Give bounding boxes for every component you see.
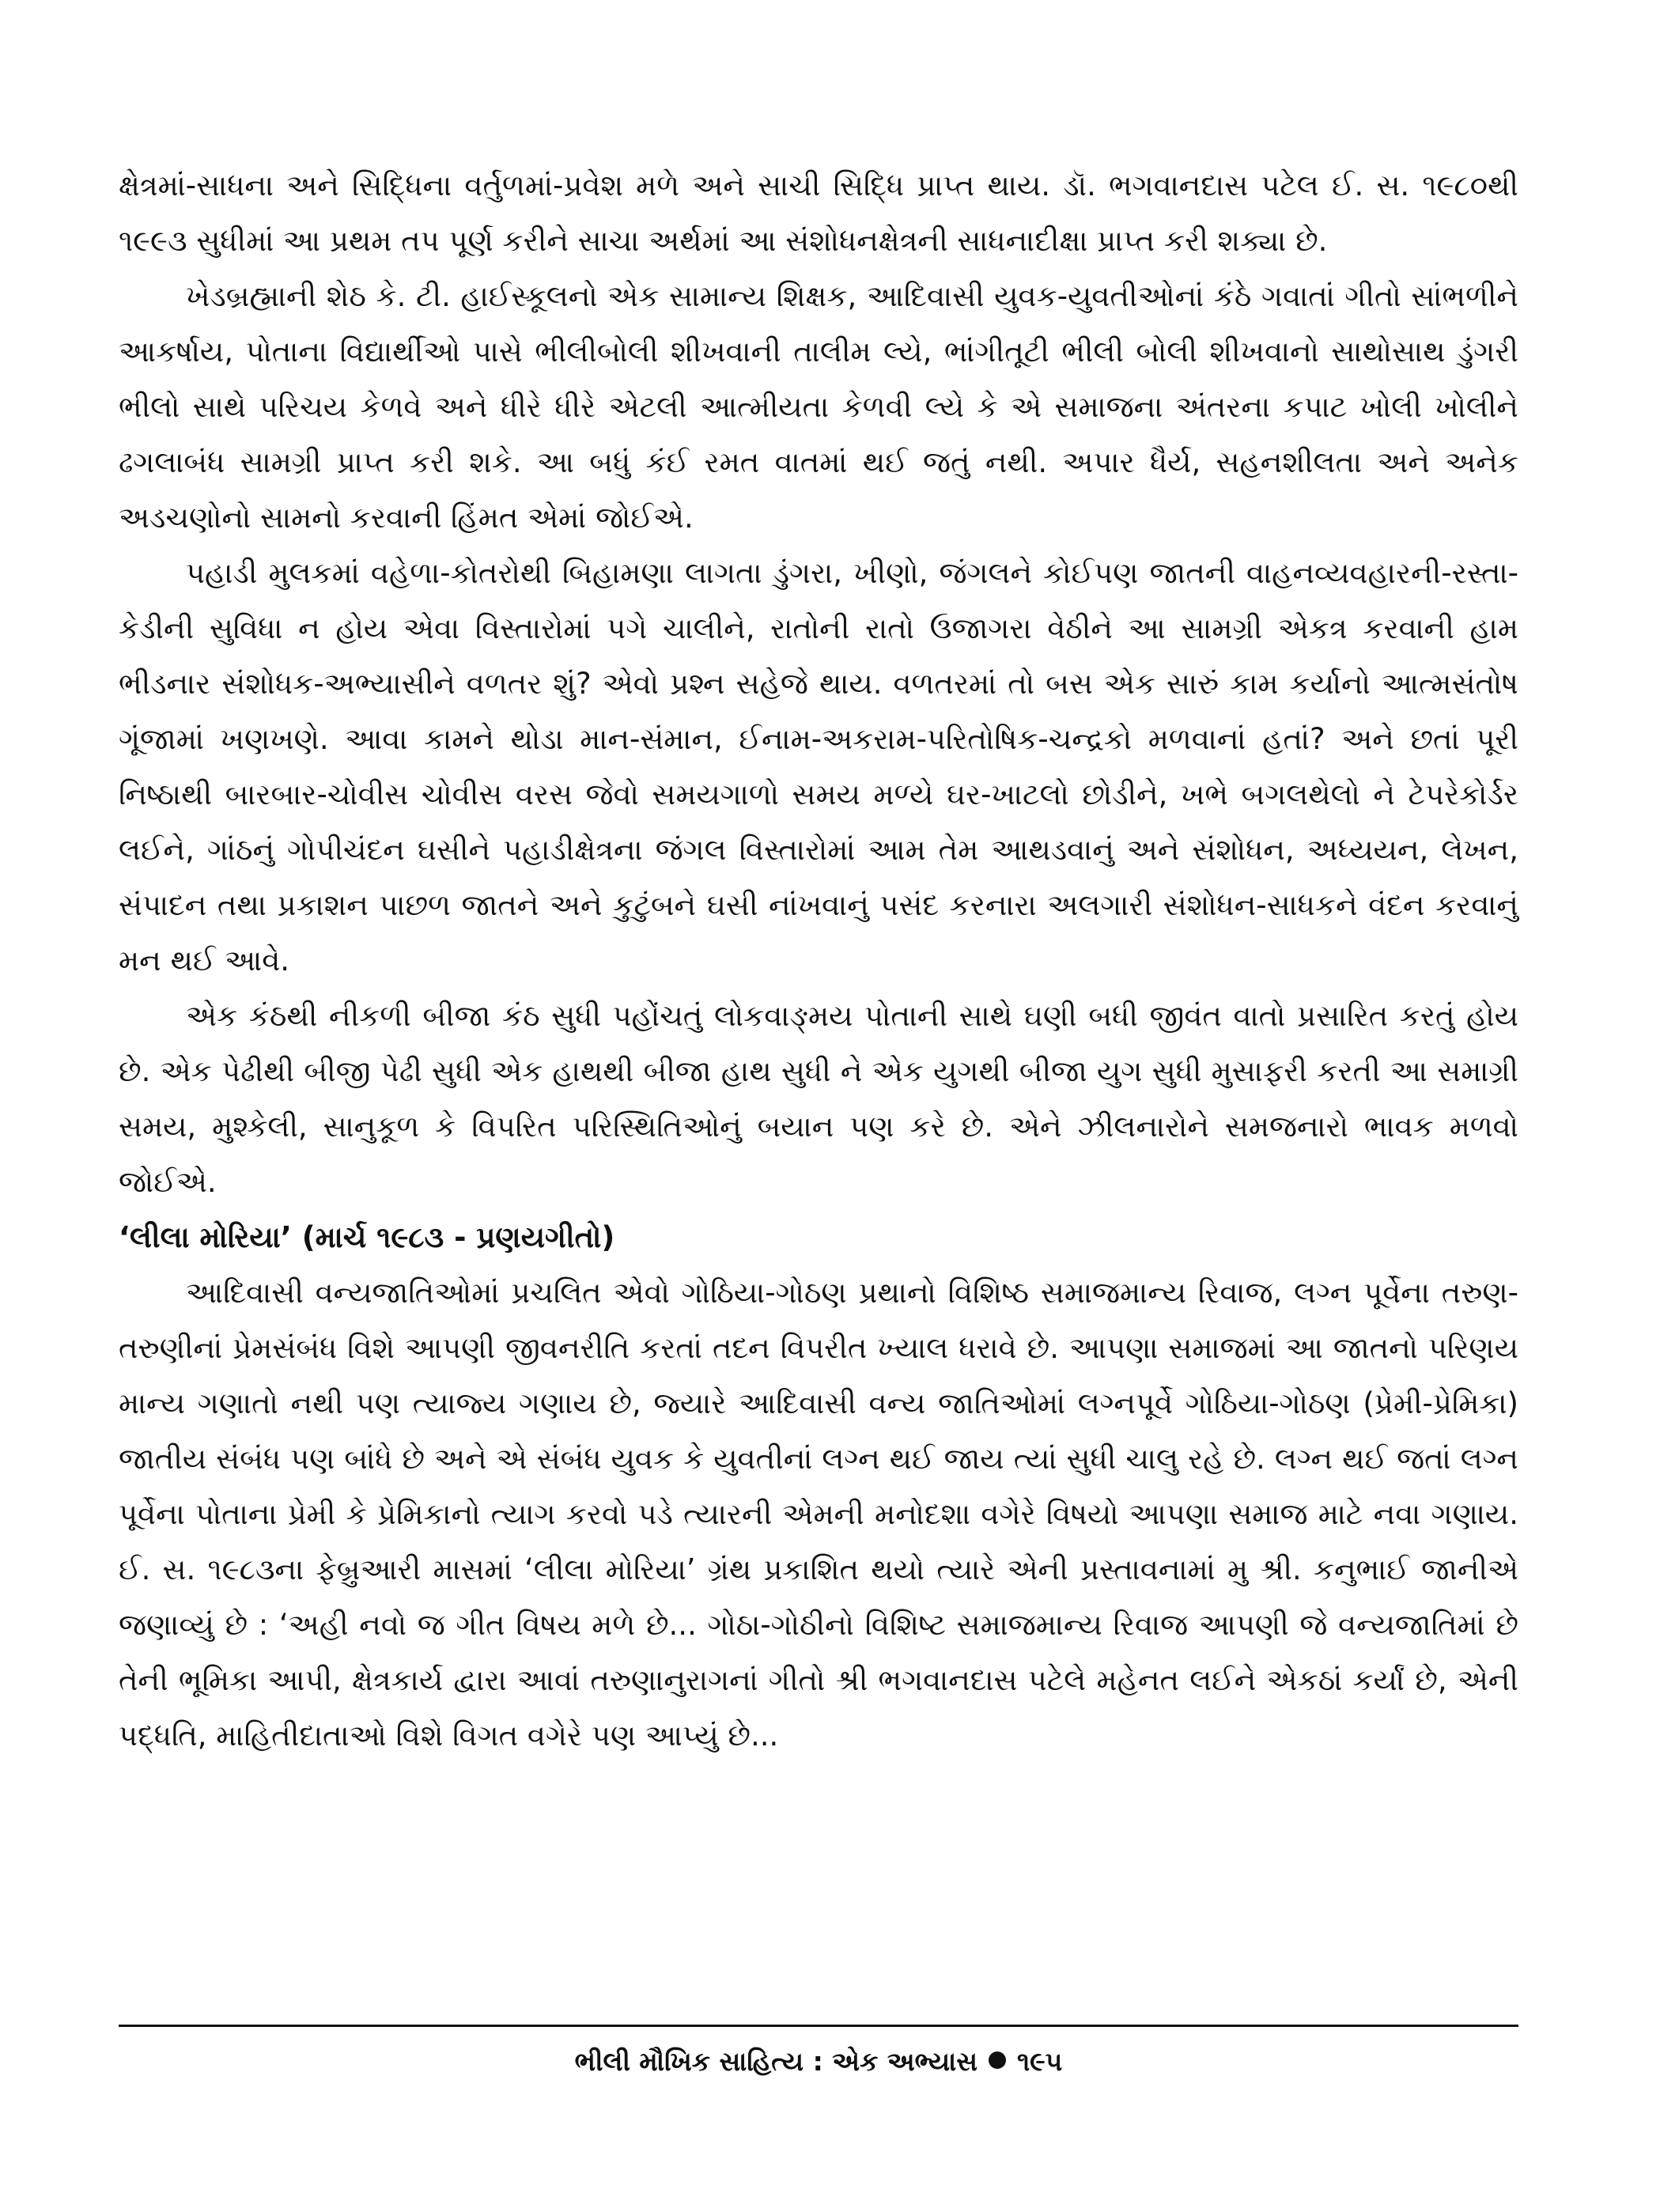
paragraph-1: ક્ષેત્રમાં-સાધના અને સિદ્ધિના વર્તુળમાં-પ્રવેશ મળે અને સાચી સિદ્ધિ પ્રાપ્ત થાય. ડૉ. ભગવાનદાસ પટેલ ઈ. સ. ૧૯૮૦થી ૧૯૯૩ સુધીમાં આ પ્રથમ તપ પૂર્ણ કરીને સાચા અર્થમાં આ સંશોધનક્ષેત્રની સાધનાદીક્ષા પ્રાપ્ત કરી શક્યા છે. bbox=[119, 168, 1518, 258]
paragraph-2: ખેડબ્રહ્માની શેઠ કે. ટી. હાઈસ્કૂલનો એક સામાન્ય શિક્ષક, આદિવાસી યુવક-યુવતીઓનાં કંઠે ગવાતાં ગીતો સાંભળીને આકર્ષાય, પોતાના વિદ્યાર્થીઓ પાસે ભીલીબોલી શીખવાની તાલીમ લ્યે, ભાંગીતૂટી ભીલી બોલી શીખવાનો સાથોસાથ ડુંગરી ભીલો સાથે પરિચય કેળવે અને ધીરે ધીરે એટલી આત્મીયતા કેળવી લ્યે કે એ સમાજના અંતરના કપાટ ખોલી ખોલીને ઢગલાબંધ સામગ્રી પ્રાપ્ત કરી શકે. આ બધું કંઈ રમત વાતમાં થઈ જતું નથી. અપાર ધૈર્ય, સહનશીલતા અને અનેક અડચણોનો સામનો કરવાની હિંમત એમાં જોઈએ. bbox=[119, 279, 1518, 535]
footer-divider bbox=[119, 2025, 1518, 2027]
paragraph-3: પહાડી મુલકમાં વહેળા-કોતરોથી બિહામણા લાગતા ડુંગરા, ખીણો, જંગલને કોઈપણ જાતની વાહનવ્યવહારની-રસ્તા-કેડીની સુવિધા ન હોય એવા વિસ્તારોમાં પગે ચાલીને, રાતોની રાતો ઉજાગરા વેઠીને આ સામગ્રી એકત્ર કરવાની હામ ભીડનાર સંશોધક-અભ્યાસીને વળતર શું? એવો પ્રશ્ન સહેજે થાય. વળતરમાં તો બસ એક સારું કામ કર્યાનો આત્મસંતોષ ગૂંજામાં ખણખણે. આવા કામને થોડા માન-સંમાન, ઈનામ-અકરામ-પરિતોષિક-ચન્દ્રકો મળવાનાં હતાં? અને છતાં પૂરી નિષ્ઠાથી બારબાર-ચોવીસ ચોવીસ વરસ જેવો સમયગાળો સમય મળ્યે ઘર-ખાટલો છોડીને, ખભે બગલથેલો ને ટેપરેકોર્ડર લઈને, ગાંઠનું ગોપીચંદન ઘસીને પહાડીક્ષેત્રના જંગલ વિસ્તારોમાં આમ તેમ આથડવાનું અને સંશોધન, અધ્યયન, લેખન, સંપાદન તથા પ્રકાશન પાછળ જાતને અને કુટુંબને ઘસી નાંખવાનું પસંદ કરનારા અલગારી સંશોધન-સાધકને વંદન કરવાનું મન થઈ આવે. bbox=[119, 556, 1518, 977]
page-body bbox=[119, 158, 1518, 1764]
bullet-icon bbox=[989, 2051, 1006, 2069]
page-footer bbox=[119, 2042, 1518, 2082]
footer-title: ભીલી મૌખિક સાહિત્ય : એક અભ્યાસ bbox=[574, 2046, 977, 2077]
paragraph-4: એક કંઠથી નીકળી બીજા કંઠ સુધી પહોંચતું લોકવાઙ્મય પોતાની સાથે ઘણી બધી જીવંત વાતો પ્રસારિત કરતું હોય છે. એક પેઢીથી બીજી પેઢી સુધી એક હાથથી બીજા હાથ સુધી ને એક યુગથી બીજા યુગ સુધી મુસાફરી કરતી આ સમાગ્રી સમય, મુશ્કેલી, સાનુકૂળ કે વિપરિત પરિસ્થિતિઓનું બયાન પણ કરે છે. એને ઝીલનારોને સમજનારો ભાવક મળવો જોઈએ. bbox=[119, 999, 1518, 1199]
paragraph-5: આદિવાસી વન્યજાતિઓમાં પ્રચલિત એવો ગોઠિયા-ગોઠણ પ્રથાનો વિશિષ્ઠ સમાજમાન્ય રિવાજ, લગ્ન પૂર્વેના તરુણ-તરુણીનાં પ્રેમસંબંધ વિશે આપણી જીવનરીતિ કરતાં તદન વિપરીત ખ્યાલ ધરાવે છે. આપણા સમાજમાં આ જાતનો પરિણય માન્ય ગણાતો નથી પણ ત્યાજ્ય ગણાય છે, જ્યારે આદિવાસી વન્ય જાતિઓમાં લગ્નપૂર્વે ગોઠિયા-ગોઠણ (પ્રેમી-પ્રેમિકા) જાતીય સંબંધ પણ બાંધે છે અને એ સંબંધ યુવક કે યુવતીનાં લગ્ન થઈ જાય ત્યાં સુધી ચાલુ રહે છે. લગ્ન થઈ જતાં લગ્ન પૂર્વેના પોતાના પ્રેમી કે પ્રેમિકાનો ત્યાગ કરવો પડે ત્યારની એમની મનોદશા વગેરે વિષયો આપણા સમાજ માટે નવા ગણાય. ઈ. સ. ૧૯૮૩ના ફેબ્રુઆરી માસમાં ‘લીલા મોરિયા’ ગ્રંથ પ્રકાશિત થયો ત્યારે એની પ્રસ્તાવનામાં મુ શ્રી. કનુભાઈ જાનીએ જણાવ્યું છે : ‘અહી નવો જ ગીત વિષય મળે છે... ગોઠા-ગોઠીનો વિશિષ્ટ સમાજમાન્ય રિવાજ આપણી જે વન્યજાતિમાં છે તેની ભૂમિકા આપી, ક્ષેત્રકાર્ય દ્વારા આવાં તરુણાનુરાગનાં ગીતો શ્રી ભગવાનદાસ પટેલે મહેનત લઈને એકઠાં કર્યાં છે, એની પદ્ધતિ, માહિતીદાતાઓ વિશે વિગત વગેરે પણ આપ્યું છે... bbox=[119, 1276, 1518, 1753]
section-heading: ‘લીલા મોરિયા’ (માર્ચ ૧૯૮૩ - પ્રણયગીતો) bbox=[119, 1220, 615, 1254]
page-number: ૧૯૫ bbox=[1016, 2046, 1063, 2077]
